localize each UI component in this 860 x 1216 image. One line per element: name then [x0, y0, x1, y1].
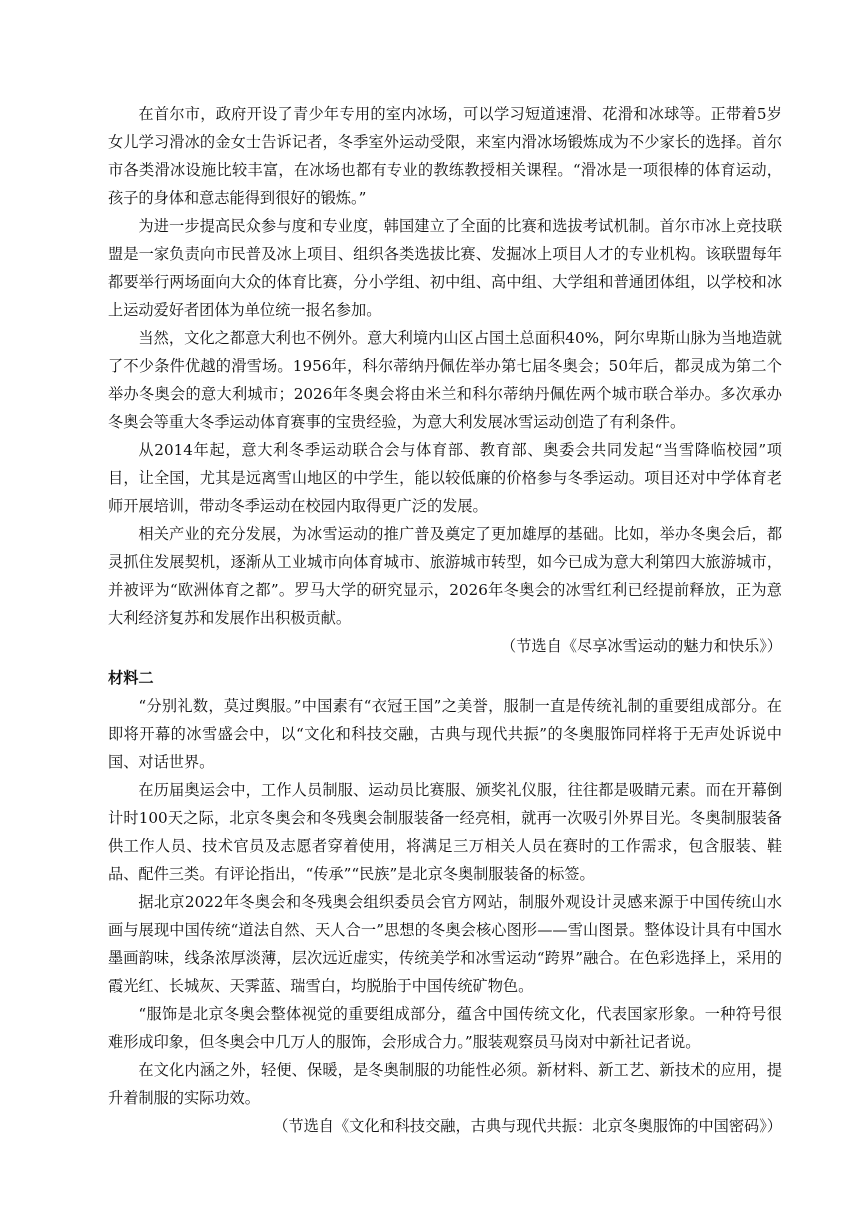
material2-paragraph-5: 在文化内涵之外，轻便、保暖，是冬奥制服的功能性必须。新材料、新工艺、新技术的应用，提升着制服的实际功效。: [108, 1061, 782, 1107]
material2-paragraph-1: “分别礼数，莫过舆服。”中国素有“衣冠王国”之美誉，服制一直是传统礼制的重要组成部分。在即将开幕的冰雪盛会中，以“文化和科技交融，古典与现代共振”的冬奥服饰同样将于无声处诉说中国、对话世界。: [108, 697, 782, 771]
material1-paragraph-1: 在首尔市，政府开设了青少年专用的室内冰场，可以学习短道速滑、花滑和冰球等。正带着5岁女儿学习滑冰的金女士告诉记者，冬季室外运动受限，来室内滑冰场锻炼成为不少家长的选择。首尔市各类滑冰设施比较丰富，在冰场也都有专业的教练教授相关课程。“滑冰是一项很棒的体育运动，孩子的身体和意志能得到很好的锻炼。”: [108, 105, 782, 207]
material2-paragraph-3: 据北京2022年冬奥会和冬残奥会组织委员会官方网站，制服外观设计灵感来源于中国传统山水画与展现中国传统“道法自然、天人合一”思想的冬奥会核心图形——雪山图景。整体设计具有中国水墨画韵味，线条浓厚淡薄，层次远近虚实，传统美学和冰雪运动“跨界”融合。在色彩选择上，采用的霞光红、长城灰、天霁蓝、瑞雪白，均脱胎于中国传统矿物色。: [108, 893, 782, 995]
material1-source: （节选自《尽享冰雪运动的魅力和快乐》）: [501, 637, 782, 655]
material1-paragraph-4: 从2014年起，意大利冬季运动联合会与体育部、教育部、奥委会共同发起“当雪降临校园”项目，让全国，尤其是远离雪山地区的中学生，能以较低廉的价格参与冬季运动。项目还对中学体育老师开展培训，带动冬季运动在校园内取得更广泛的发展。: [108, 441, 782, 515]
material1-paragraph-2: 为进一步提高民众参与度和专业度，韩国建立了全面的比赛和选拔考试机制。首尔市冰上竞技联盟是一家负责向市民普及冰上项目、组织各类选拔比赛、发掘冰上项目人才的专业机构。该联盟每年都要举行两场面向大众的体育比赛，分小学组、初中组、高中组、大学组和普通团体组，以学校和冰上运动爱好者团体为单位统一报名参加。: [108, 217, 782, 319]
document-page: [108, 100, 782, 1140]
material1-paragraph-3: 当然，文化之都意大利也不例外。意大利境内山区占国土总面积40%，阿尔卑斯山脉为当地造就了不少条件优越的滑雪场。1956年，科尔蒂纳丹佩佐举办第七届冬奥会；50年后，都灵成为第二个举办冬奥会的意大利城市；2026年冬奥会将由米兰和科尔蒂纳丹佩佐两个城市联合举办。多次承办冬奥会等重大冬季运动体育赛事的宝贵经验，为意大利发展冰雪运动创造了有利条件。: [108, 329, 782, 431]
material2-heading: 材料二: [108, 669, 154, 687]
material2-paragraph-2: 在历届奥运会中，工作人员制服、运动员比赛服、颁奖礼仪服，往往都是吸睛元素。而在开幕倒计时100天之际，北京冬奥会和冬残奥会制服装备一经亮相，就再一次吸引外界目光。冬奥制服装备供工作人员、技术官员及志愿者穿着使用，将满足三万相关人员在赛时的工作需求，包含服装、鞋品、配件三类。有评论指出，“传承”“民族”是北京冬奥制服装备的标签。: [108, 781, 782, 883]
material1-paragraph-5: 相关产业的充分发展，为冰雪运动的推广普及奠定了更加雄厚的基础。比如，举办冬奥会后，都灵抓住发展契机，逐渐从工业城市向体育城市、旅游城市转型，如今已成为意大利第四大旅游城市，并被评为“欧洲体育之都”。罗马大学的研究显示，2026年冬奥会的冰雪红利已经提前释放，正为意大利经济复苏和发展作出积极贡献。: [108, 525, 782, 627]
material2-paragraph-4: “服饰是北京冬奥会整体视觉的重要组成部分，蕴含中国传统文化，代表国家形象。一种符号很难形成印象，但冬奥会中几万人的服饰，会形成合力。”服装观察员马岗对中新社记者说。: [108, 1005, 782, 1051]
material2-source: （节选自《文化和科技交融，古典与现代共振：北京冬奥服饰的中国密码》）: [273, 1117, 782, 1135]
